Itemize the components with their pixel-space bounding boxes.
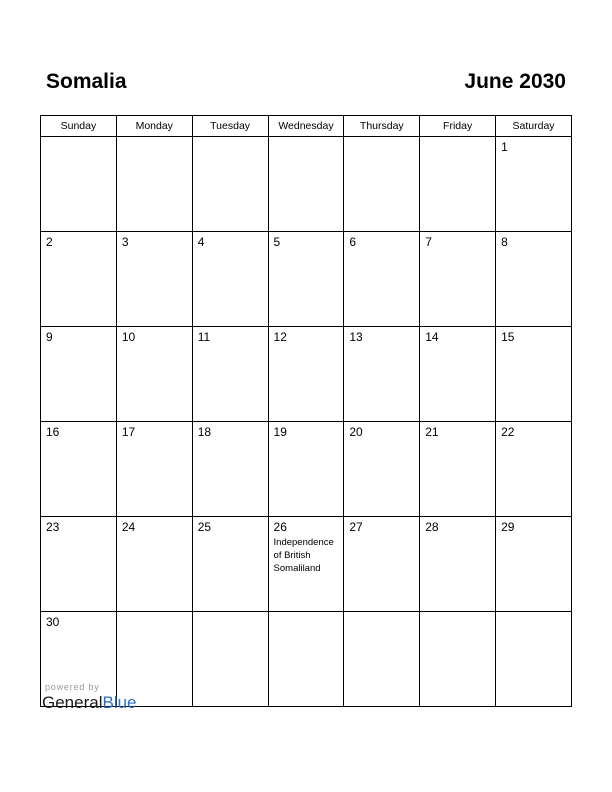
week-row: [41, 137, 572, 232]
day-cell: [496, 422, 572, 517]
day-cell: [344, 232, 420, 327]
weekday-header-row: [41, 116, 572, 137]
weekday-tuesday: Tuesday: [192, 116, 268, 137]
weekday-friday: Friday: [420, 116, 496, 137]
day-number: 14: [425, 330, 439, 344]
day-number: 22: [501, 425, 515, 439]
day-cell: [41, 137, 117, 232]
day-cell: [268, 232, 344, 327]
day-number: 23: [46, 520, 60, 534]
day-cell: [344, 517, 420, 612]
day-cell: [192, 517, 268, 612]
day-number: 10: [121, 330, 136, 344]
day-number: 27: [349, 520, 363, 534]
day-cell: [116, 137, 192, 232]
day-number: 17: [121, 425, 136, 439]
calendar-grid: [40, 115, 572, 707]
holiday-label: Independence of British Somaliland: [273, 537, 334, 574]
day-cell: [116, 232, 192, 327]
day-number: 16: [46, 425, 60, 439]
day-cell: [268, 327, 344, 422]
day-cell: [496, 137, 572, 232]
generalblue-logo: [42, 693, 137, 713]
weekday-saturday: Saturday: [496, 116, 572, 137]
day-cell: [344, 422, 420, 517]
month-title: June 2030: [464, 70, 566, 93]
day-number: 24: [121, 520, 136, 534]
weekday-thursday: Thursday: [344, 116, 420, 137]
day-number: 2: [46, 235, 53, 249]
day-cell: [41, 327, 117, 422]
day-cell: [116, 422, 192, 517]
day-cell: [116, 517, 192, 612]
day-number: 12: [273, 330, 287, 344]
weekday-wednesday: Wednesday: [268, 116, 344, 137]
day-number: 5: [273, 235, 281, 249]
day-cell: [496, 232, 572, 327]
day-cell: [268, 612, 344, 707]
day-cell: [344, 327, 420, 422]
day-cell: [268, 517, 344, 612]
day-number: 13: [349, 330, 363, 344]
day-number: 11: [197, 330, 211, 344]
day-cell: [192, 422, 268, 517]
day-number: 1: [501, 140, 508, 154]
weekday-sunday: Sunday: [41, 116, 117, 137]
day-cell: [41, 232, 117, 327]
day-cell: [420, 137, 496, 232]
week-row: [41, 232, 572, 327]
day-cell: [192, 612, 268, 707]
day-number: 25: [197, 520, 212, 534]
week-row: [41, 517, 572, 612]
day-number: 6: [349, 235, 357, 249]
day-number: 29: [501, 520, 515, 534]
day-number: 19: [273, 425, 287, 439]
logo-blue: Blue: [102, 693, 137, 712]
powered-by-label: powered by: [45, 682, 100, 692]
day-cell: [268, 422, 344, 517]
day-number: 3: [121, 235, 129, 249]
day-cell: [116, 327, 192, 422]
day-number: 7: [425, 235, 432, 249]
country-title: Somalia: [46, 70, 127, 93]
day-cell: [496, 327, 572, 422]
day-cell: [496, 612, 572, 707]
day-cell: [420, 517, 496, 612]
day-cell: [192, 232, 268, 327]
logo-general: General: [42, 693, 103, 712]
calendar-body: [41, 137, 572, 707]
day-cell: [420, 612, 496, 707]
day-number: 26: [273, 520, 287, 534]
day-cell: [344, 612, 420, 707]
day-number: 28: [425, 520, 439, 534]
day-number: 8: [501, 235, 508, 249]
day-cell: [420, 232, 496, 327]
day-cell: [420, 422, 496, 517]
day-number: 18: [197, 425, 212, 439]
day-cell: [268, 137, 344, 232]
day-cell: [344, 137, 420, 232]
day-number: 9: [46, 330, 53, 344]
week-row: [41, 422, 572, 517]
day-cell: [192, 327, 268, 422]
weekday-monday: Monday: [116, 116, 192, 137]
day-cell: [41, 517, 117, 612]
day-cell: [496, 517, 572, 612]
day-cell: [192, 137, 268, 232]
day-number: 30: [46, 615, 60, 629]
day-cell: [420, 327, 496, 422]
day-cell: [41, 422, 117, 517]
week-row: [41, 327, 572, 422]
day-number: 20: [349, 425, 363, 439]
day-number: 15: [501, 330, 515, 344]
day-number: 4: [197, 235, 205, 249]
day-number: 21: [425, 425, 439, 439]
